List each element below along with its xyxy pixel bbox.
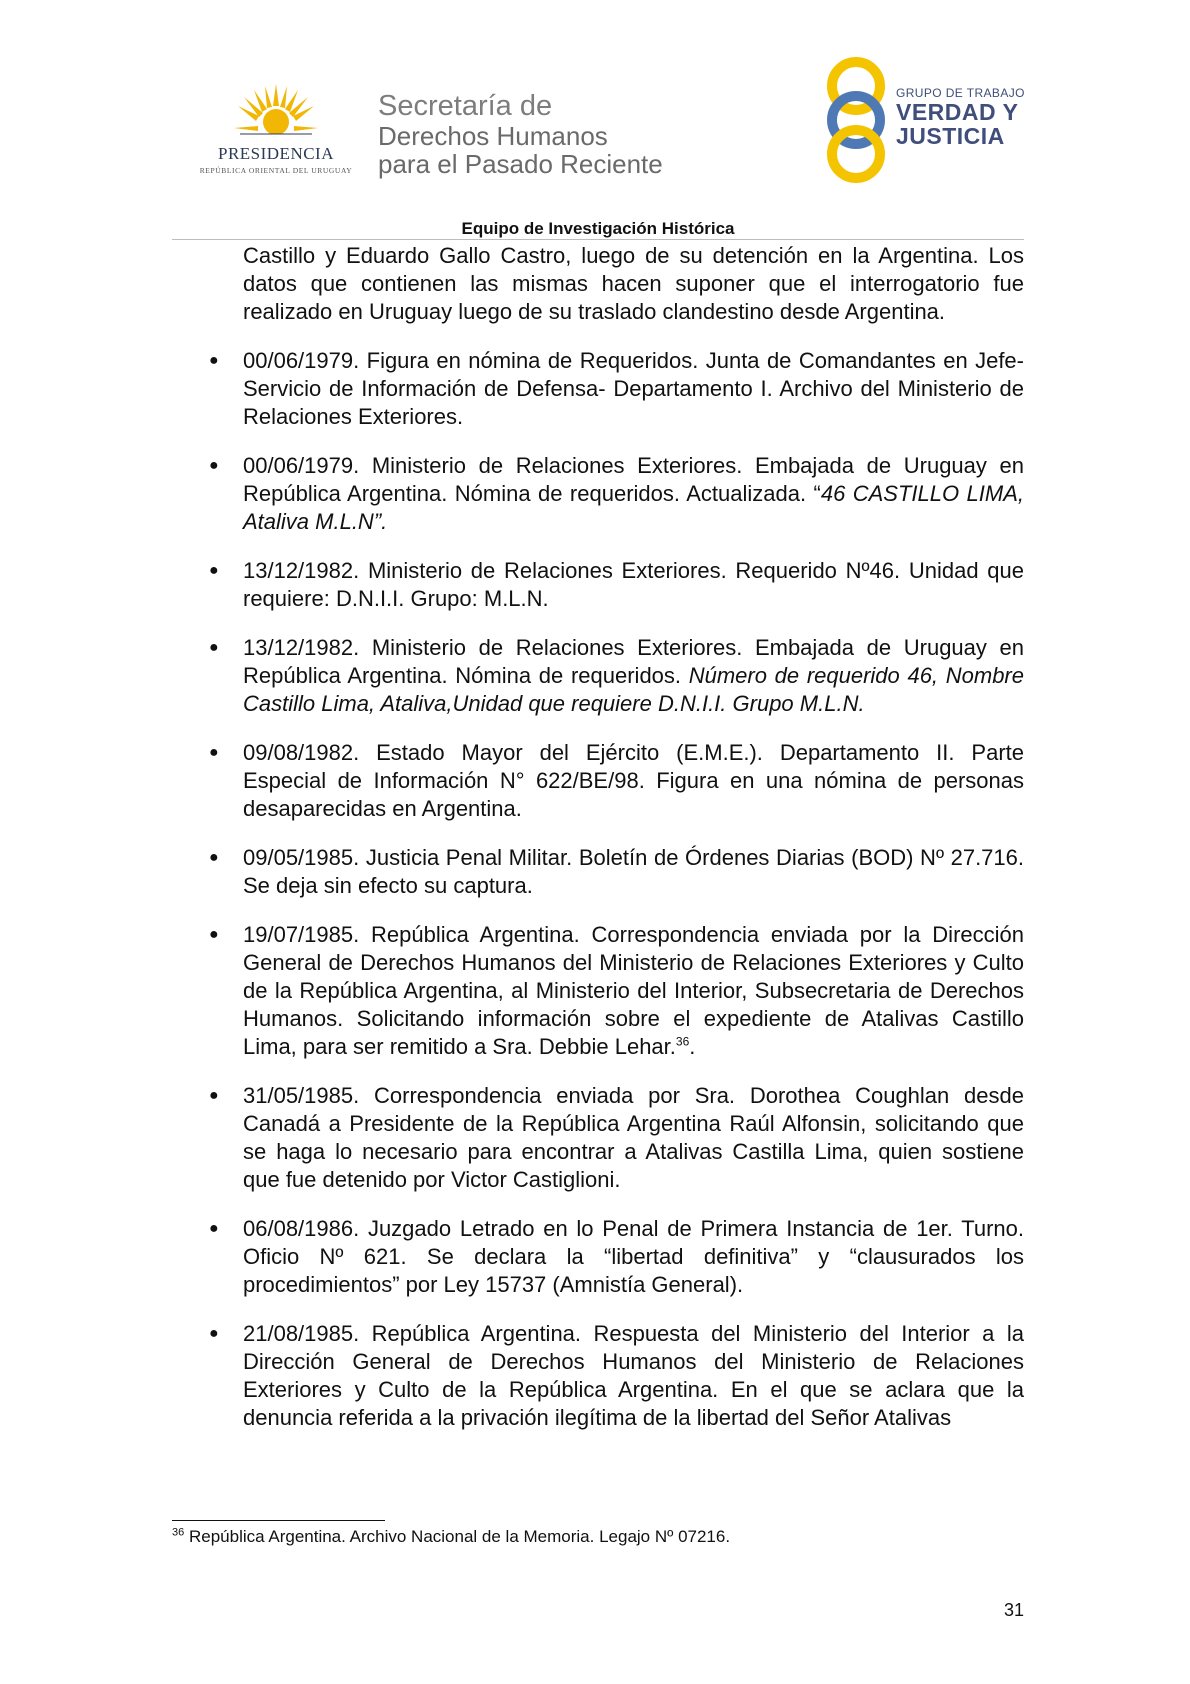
bullet-icon: ●: [209, 1325, 219, 1342]
secretaria-line-1: Secretaría de: [378, 90, 553, 122]
verdad-justicia-logo: [822, 56, 1032, 184]
bullet-icon: ●: [209, 352, 219, 369]
footnote-text: República Argentina. Archivo Nacional de la Memoria. Legajo Nº 07216.: [184, 1527, 731, 1546]
bullet-icon: ●: [209, 639, 219, 656]
record-list: [209, 347, 1024, 1432]
sun-icon: [234, 82, 318, 146]
list-item: ● 09/08/1982. Estado Mayor del Ejército (E.M.E.). Departamento II. Parte Especial de Información N° 622/BE/98. Figura en una nómina de personas desaparecidas en Argentina.: [209, 740, 1024, 821]
bullet-icon: ●: [209, 926, 219, 943]
list-item: ● 21/08/1985. República Argentina. Respuesta del Ministerio del Interior a la Dirección General de Derechos Humanos del Ministerio de Relaciones Exteriores y Culto de la República Argentina. En el que se aclara que la denuncia referida a la privación ilegítima de la libertad del Señor Atalivas: [209, 1321, 1024, 1430]
presidencia-subtitle: REPÚBLICA ORIENTAL DEL URUGUAY: [199, 166, 353, 175]
bullet-icon: ●: [209, 849, 219, 866]
list-item: ● 13/12/1982. Ministerio de Relaciones Exteriores. Requerido Nº46. Unidad que requiere: D.N.I.I. Grupo: M.L.N.: [209, 558, 1024, 611]
verdad-justicia-text: [896, 86, 1036, 148]
presidencia-label: PRESIDENCIA: [217, 144, 334, 163]
list-item: ● 19/07/1985. República Argentina. Correspondencia enviada por la Dirección General de Derechos Humanos del Ministerio de Relaciones Exteriores y Culto de la República Argentina, al Ministerio del Interior, Subsecretaria de Derechos Humanos. Solicitando información sobre el expediente de Atalivas Castillo Lima, para ser remitido a Sra. Debbie Lehar.$^{36}$.: [209, 922, 1024, 1059]
bullet-icon: ●: [209, 1220, 219, 1237]
secretaria-line-3: para el Pasado Reciente: [378, 149, 663, 179]
list-item: ● 31/05/1985. Correspondencia enviada por Sra. Dorothea Coughlan desde Canadá a Presidente de la República Argentina Raúl Alfonsin, solicitando que se haga lo necesario para encontrar a Atalivas Castilla Lima, quien sostiene que fue detenido por Victor Castiglioni.: [209, 1083, 1024, 1192]
grupo-line-3: JUSTICIA: [896, 123, 1005, 149]
list-item: ● 13/12/1982. Ministerio de Relaciones Exteriores. Embajada de Uruguay en República Argentina. Nómina de requeridos. Número de requerido 46, Nombre Castillo Lima, Ataliva,Unidad que requiere D.N.I.I. Grupo M.L.N.: [209, 635, 1024, 716]
list-item: ● 00/06/1979. Figura en nómina de Requeridos. Junta de Comandantes en Jefe- Servicio de Información de Defensa- Departamento I. Archivo del Ministerio de Relaciones Exteriores.: [209, 348, 1024, 429]
footnote: [172, 1526, 1024, 1548]
footnote-ref[interactable]: 36: [675, 1034, 690, 1049]
grupo-line-1: GRUPO DE TRABAJO: [896, 86, 1025, 100]
linked-rings-icon: [822, 56, 892, 184]
secretaria-logo-text: [378, 90, 718, 178]
bullet-icon: ●: [209, 562, 219, 579]
list-item: ● 00/06/1979. Ministerio de Relaciones Exteriores. Embajada de Uruguay en República Argentina. Nómina de requeridos. Actualizada. “46 CASTILLO LIMA, Ataliva M.L.N”.: [209, 453, 1024, 534]
presidencia-logo: [196, 82, 356, 178]
bullet-icon: ●: [209, 744, 219, 761]
bullet-icon: ●: [209, 457, 219, 474]
intro-paragraph: Castillo y Eduardo Gallo Castro, luego de su detención en la Argentina. Los datos que contienen las mismas hacen suponer que el interrogatorio fue realizado en Uruguay luego de su traslado clandestino desde Argentina.: [243, 243, 1024, 324]
list-item: ● 06/08/1986. Juzgado Letrado en lo Penal de Primera Instancia de 1er. Turno. Oficio Nº 621. Se declara la “libertad definitiva” y “clausurados los procedimientos” por Ley 15737 (Amnistía General).: [209, 1216, 1024, 1297]
grupo-line-2: VERDAD Y: [896, 99, 1019, 125]
team-title: Equipo de Investigación Histórica: [461, 219, 735, 238]
secretaria-line-2: Derechos Humanos: [378, 121, 608, 151]
footnote-number: 36: [172, 1526, 185, 1539]
list-item: ● 09/05/1985. Justicia Penal Militar. Boletín de Órdenes Diarias (BOD) Nº 27.716. Se deja sin efecto su captura.: [209, 845, 1024, 898]
document-body: [209, 242, 1024, 1453]
footnote-divider: [172, 1520, 385, 1521]
header-divider: [172, 239, 1024, 240]
page-number: 31: [1003, 1600, 1024, 1620]
bullet-icon: ●: [209, 1087, 219, 1104]
